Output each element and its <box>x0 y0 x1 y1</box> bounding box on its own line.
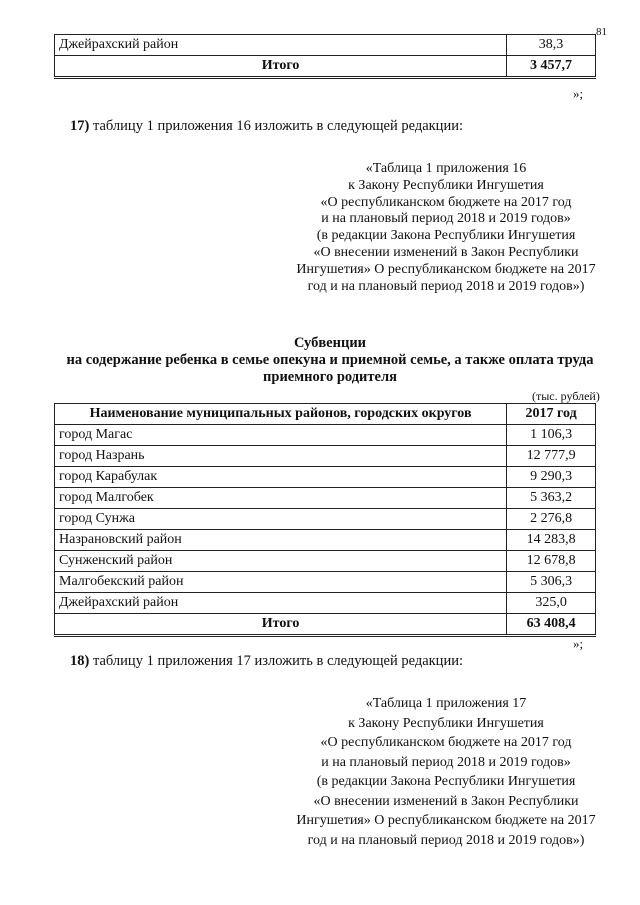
reference-line: «О республиканском бюджете на 2017 год <box>320 735 572 750</box>
reference-line: и на плановый период 2018 и 2019 годов» <box>321 211 571 227</box>
total-value: 3 457,7 <box>507 56 596 78</box>
total-value: 63 408,4 <box>507 614 596 636</box>
reference-line: «О внесении изменений в Закон Республики <box>313 793 579 809</box>
reference-line: «О республиканском бюджете на 2017 год <box>320 194 572 210</box>
table-row <box>55 425 596 446</box>
table-cell-value: 12 777,9 <box>507 446 596 467</box>
table-cell-value: 12 678,8 <box>507 551 596 572</box>
total-label: Итого <box>55 614 507 636</box>
table-row <box>55 467 596 488</box>
table-cell-name: город Малгобек <box>55 488 507 509</box>
reference-line: и на плановый период 2018 и 2019 годов» <box>321 754 571 770</box>
table-cell-value: 5 306,3 <box>507 572 596 593</box>
table-cell-name: город Назрань <box>55 446 507 467</box>
table-row <box>55 35 596 56</box>
table-row <box>55 551 596 572</box>
table-cell-value: 14 283,8 <box>507 530 596 551</box>
header-year: 2017 год <box>507 404 596 425</box>
table-total-row <box>55 614 596 636</box>
table-row <box>55 509 596 530</box>
table-cell-value: 2 276,8 <box>507 509 596 530</box>
reference-line: (в редакции Закона Республики Ингушетия <box>316 228 576 244</box>
item-17-text: таблицу 1 приложения 16 изложить в следующей редакции: <box>89 118 463 134</box>
table-cell-name: Джейрахский район <box>55 593 507 614</box>
table-cell-name: город Сунжа <box>55 509 507 530</box>
table-cell-name: город Магас <box>55 425 507 446</box>
reference-line: (в редакции Закона Республики Ингушетия <box>316 774 576 789</box>
table-cell-value: 38,3 <box>507 35 596 56</box>
table-row <box>55 530 596 551</box>
reference-line: «Таблица 1 приложения 17 <box>365 696 527 711</box>
table-cell-name: Джейрахский район <box>55 35 507 56</box>
header-name: Наименование муниципальных районов, городских округов <box>55 404 507 425</box>
table-total-row <box>55 56 596 78</box>
title-line: Субвенции <box>293 335 367 351</box>
item-17-paragraph <box>70 118 463 135</box>
item-18-text: таблицу 1 приложения 17 изложить в следующей редакции: <box>89 653 463 669</box>
item-17-reference <box>276 161 616 295</box>
table-cell-name: Сунженский район <box>55 551 507 572</box>
page-number: 81 <box>596 26 607 38</box>
table-cell-value: 9 290,3 <box>507 467 596 488</box>
closing-quote: »; <box>573 636 584 651</box>
reference-line: к Закону Республики Ингушетия <box>348 715 544 731</box>
title-line: на содержание ребенка в семье опекуна и приемной семье, а также оплата труда <box>66 352 594 368</box>
reference-line: Ингушетия» О республиканском бюджете на 2017 <box>296 813 596 828</box>
table-cell-name: Назрановский район <box>55 530 507 551</box>
unit-label: (тыс. рублей) <box>532 389 600 403</box>
table-cell-name: город Карабулак <box>55 467 507 488</box>
subvention-table <box>54 403 596 637</box>
table-cell-value: 5 363,2 <box>507 488 596 509</box>
item-17-number: 17) <box>70 118 90 134</box>
item-18-number: 18) <box>70 653 90 669</box>
top-table <box>54 34 596 79</box>
table-header-row <box>55 404 596 425</box>
table-row <box>55 488 596 509</box>
reference-line: Ингушетия» О республиканском бюджете на 2017 <box>296 261 596 277</box>
table-row <box>55 446 596 467</box>
table-cell-value: 1 106,3 <box>507 425 596 446</box>
table-cell-name: Малгобекский район <box>55 572 507 593</box>
title-line: приемного родителя <box>263 369 397 385</box>
closing-quote: »; <box>573 86 584 101</box>
subvention-title <box>20 335 640 386</box>
table-row <box>55 572 596 593</box>
reference-line: к Закону Республики Ингушетия <box>348 177 544 193</box>
reference-line: год и на плановый период 2018 и 2019 годов») <box>307 278 585 294</box>
item-18-paragraph <box>70 653 463 670</box>
table-row <box>55 593 596 614</box>
table-cell-value: 325,0 <box>507 593 596 614</box>
reference-line: «Таблица 1 приложения 16 <box>365 161 527 176</box>
item-18-reference <box>276 694 616 850</box>
reference-line: год и на плановый период 2018 и 2019 годов») <box>307 832 585 848</box>
total-label: Итого <box>55 56 507 78</box>
reference-line: «О внесении изменений в Закон Республики <box>313 244 579 260</box>
